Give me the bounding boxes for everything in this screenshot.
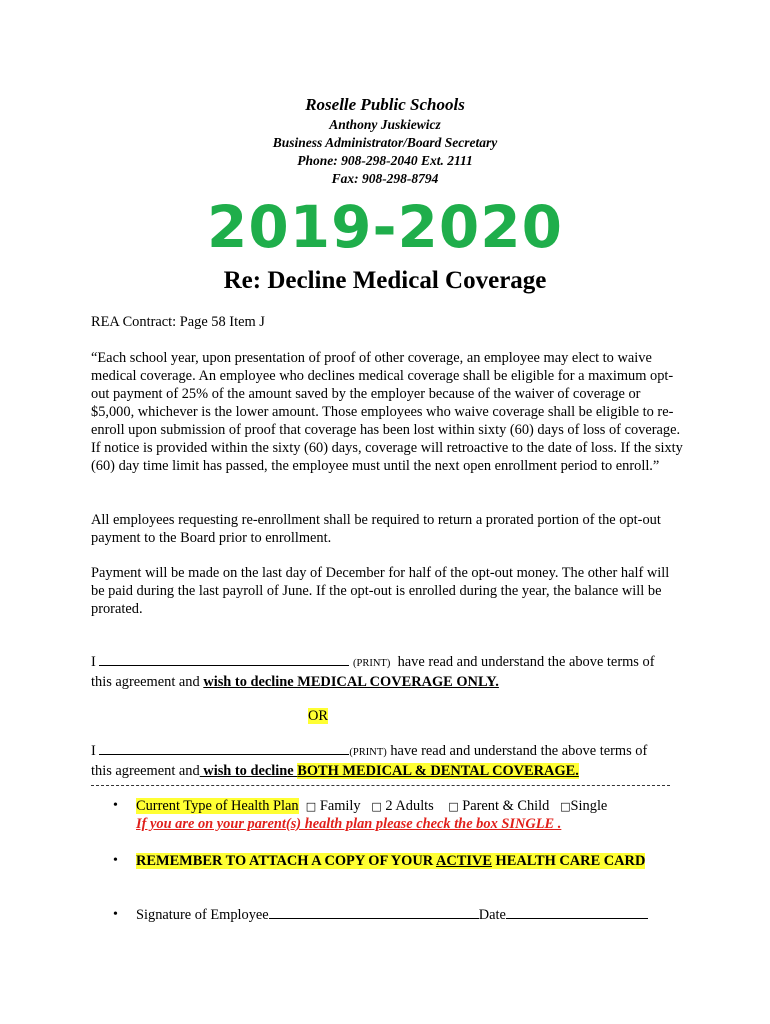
contract-reference: REA Contract: Page 58 Item J (91, 314, 265, 330)
payment-paragraph: Payment will be made on the last day of December for half of the opt-out money. The other half will be paid during the last payroll of June. If the opt-out is enrolled during the year, the balance will be prorated. (91, 565, 670, 617)
date-label: Date (478, 907, 506, 923)
bullet-icon: • (113, 853, 118, 868)
print-name-field-2[interactable] (99, 742, 349, 755)
option1-i: I (91, 654, 96, 670)
bullet-icon: • (113, 798, 118, 813)
decline-medical-only-text: wish to decline MEDICAL COVERAGE ONLY. (203, 674, 499, 690)
contract-quote-paragraph: “Each school year, upon presentation of proof of other coverage, an employee may elect to waive medical coverage. An employee who declines medical coverage shall be eligible for a maximum opt-out payment of 25% of the amount saved by the employer because of the waiver of coverage or $5,000, whichever is the lower amount. Those employees who waive coverage shall be eligible to re-enroll upon submission of proof that coverage has been lost within sixty (60) days of loss of coverage. If notice is provided within the sixty (60) days, coverage will retroactive to the date of loss. If the sixty (60) day time limit has passed, the employee must until the next open enrollment period to enroll.” (91, 350, 683, 474)
checkbox-2-adults-icon[interactable]: □ (371, 800, 382, 813)
option2-text-2: this agreement and (91, 763, 200, 779)
option-medical-only (91, 653, 691, 691)
signature-field[interactable] (269, 906, 479, 919)
attach-card-reminder (136, 852, 645, 870)
reminder-before: REMEMBER TO ATTACH A COPY OF YOUR (136, 853, 436, 869)
health-plan-row (136, 797, 676, 816)
option-medical-dental (91, 742, 691, 780)
reminder-after: HEALTH CARE CARD (491, 853, 646, 869)
document-subject: Re: Decline Medical Coverage (223, 267, 547, 294)
letterhead (0, 94, 770, 188)
administrator-name: Anthony Juskiewicz (329, 117, 441, 132)
administrator-title: Business Administrator/Board Secretary (272, 135, 498, 150)
decline-both-text-a: wish to decline (199, 763, 298, 779)
print-label-1: (PRINT) (353, 658, 391, 669)
checkbox-single-icon[interactable]: □ (560, 800, 571, 813)
decline-both-text-b: BOTH MEDICAL & DENTAL COVERAGE. (297, 763, 579, 779)
checkbox-family-icon[interactable]: □ (305, 800, 317, 813)
print-label-2: (PRINT) (349, 747, 387, 758)
option1-text-1: have read and understand the above terms of (397, 654, 655, 670)
reenrollment-paragraph: All employees requesting re-enrollment shall be required to return a prorated portion of the opt-out payment to the Board prior to enrollment. (91, 512, 661, 546)
organization-name: Roselle Public Schools (305, 95, 465, 114)
school-year: 2019-2020 (207, 193, 563, 261)
signature-row (136, 906, 676, 924)
reminder-active: ACTIVE (435, 853, 492, 869)
date-field[interactable] (506, 906, 648, 919)
signature-label: Signature of Employee (136, 907, 269, 923)
option-2-adults: 2 Adults (385, 798, 434, 814)
health-plan-label: Current Type of Health Plan (136, 798, 299, 814)
or-label: OR (308, 708, 328, 724)
option2-i: I (91, 743, 96, 759)
option-family: Family (319, 798, 361, 814)
single-box-note: If you are on your parent(s) health plan please check the box SINGLE . (136, 816, 562, 832)
fax-number: Fax: 908-298-8794 (331, 171, 439, 186)
checkbox-parent-child-icon[interactable]: □ (448, 800, 459, 813)
option-single: Single (570, 798, 608, 814)
bullet-icon: • (113, 907, 118, 922)
phone-number: Phone: 908-298-2040 Ext. 2111 (297, 153, 473, 168)
option1-text-2: this agreement and (91, 674, 200, 690)
option2-text-1: have read and understand the above terms of (390, 743, 648, 759)
print-name-field-1[interactable] (99, 653, 349, 666)
separator-line (91, 785, 670, 786)
option-parent-child: Parent & Child (462, 798, 550, 814)
